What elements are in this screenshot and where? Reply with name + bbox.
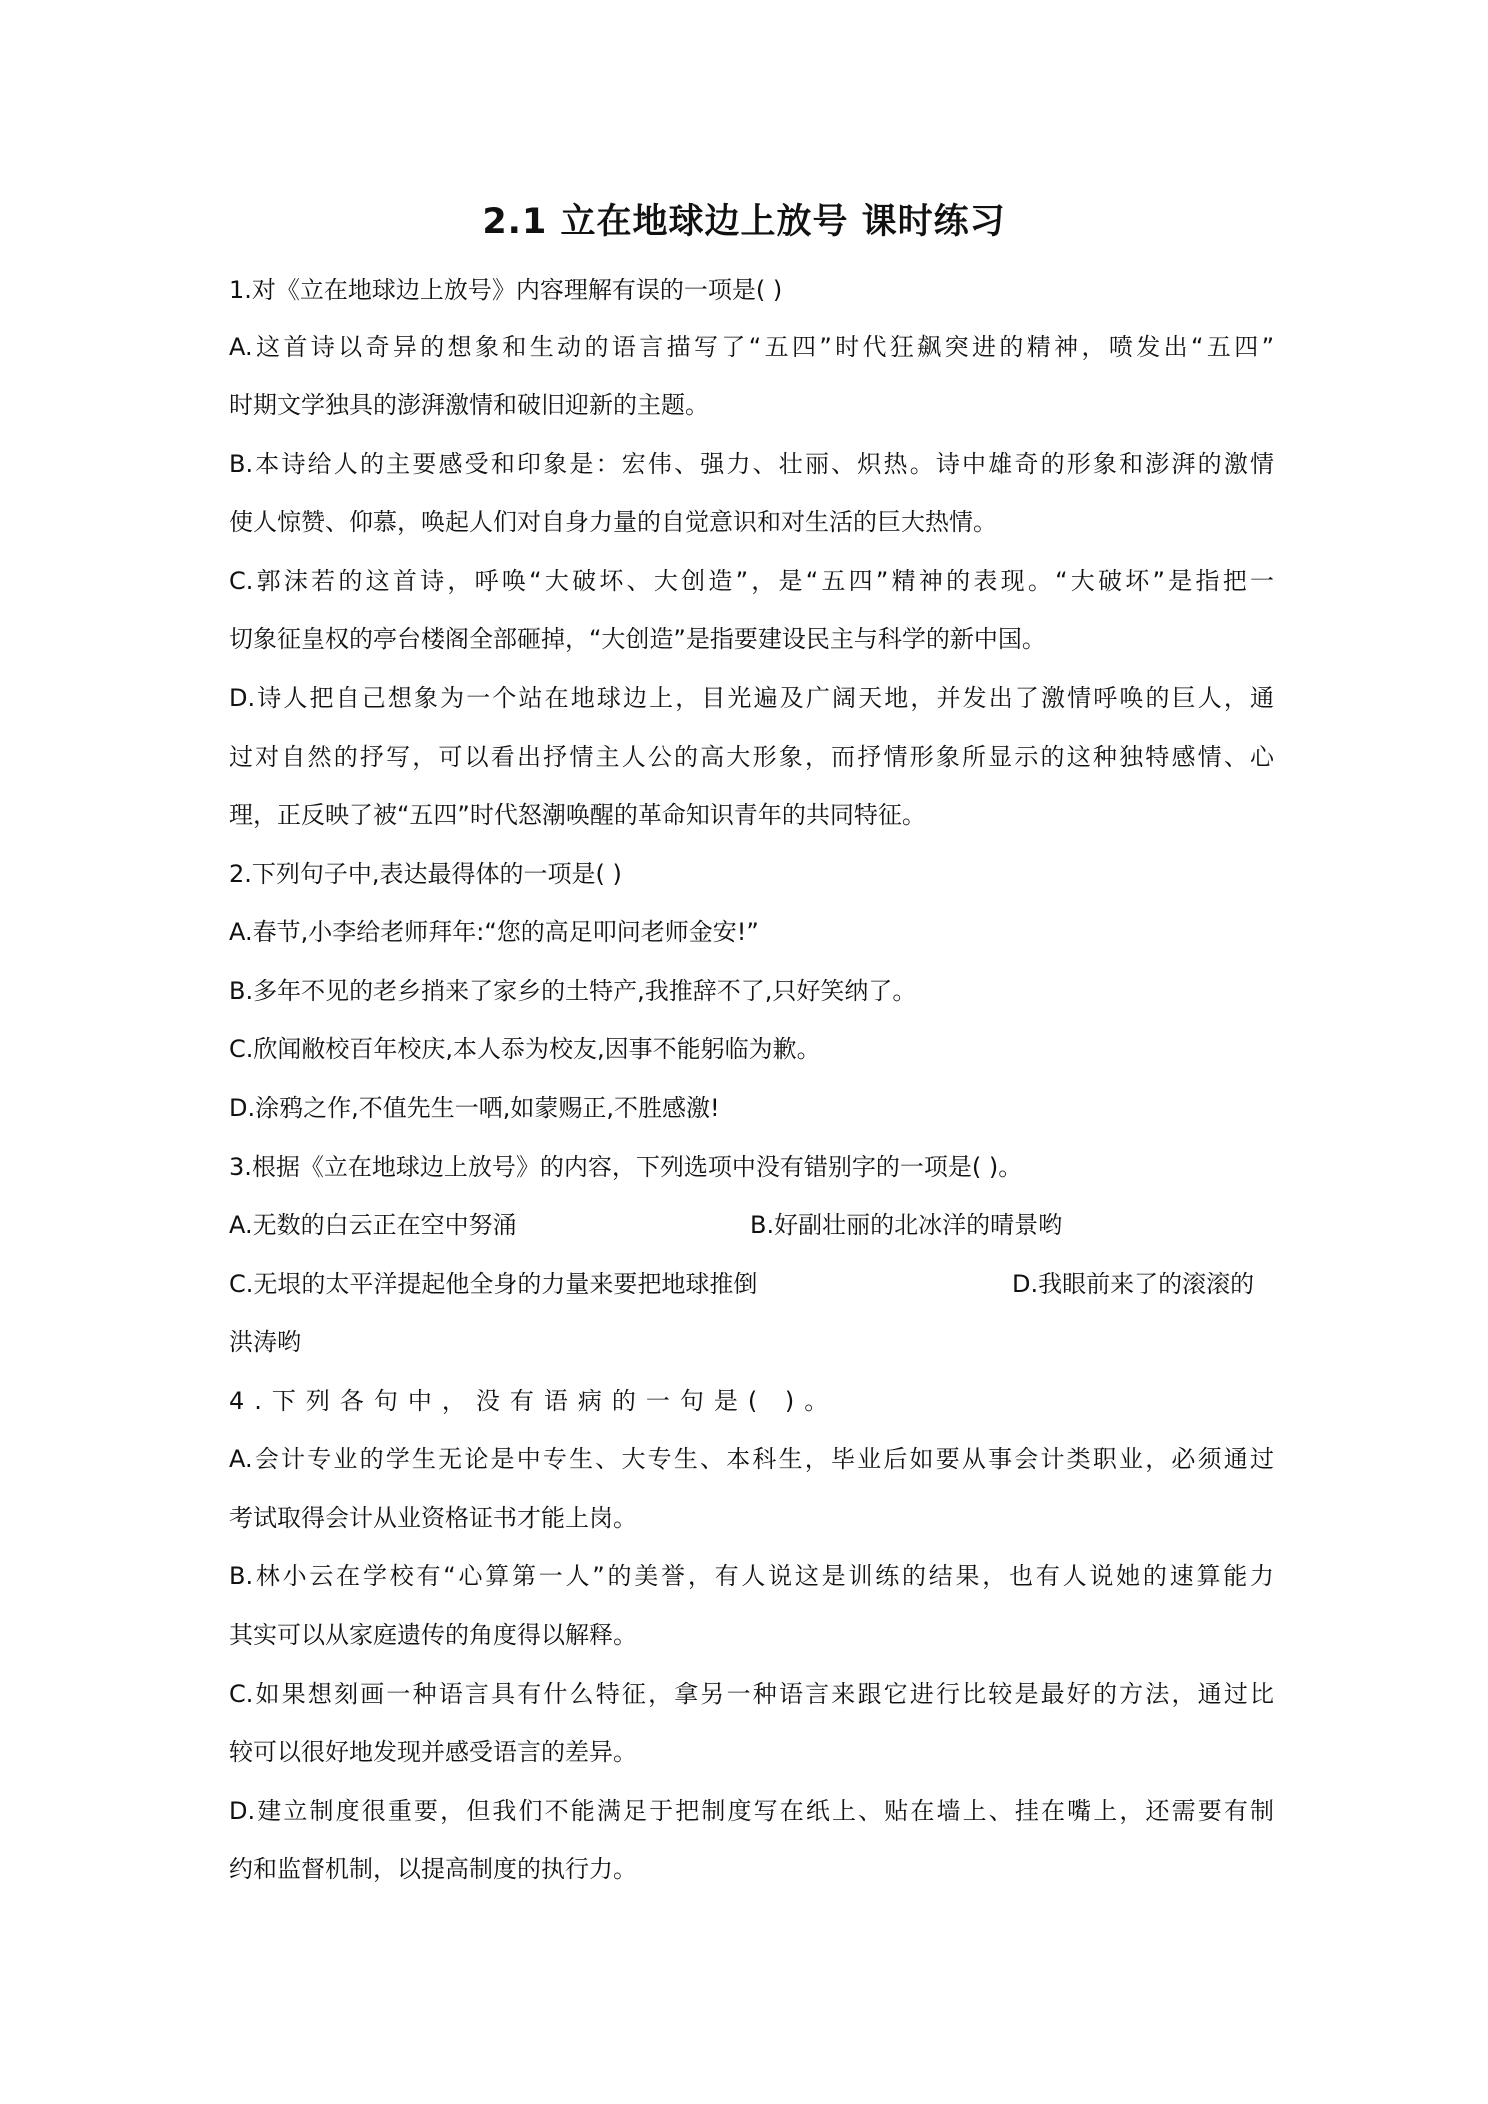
- question-3-option-a: A.无数的白云正在空中努涌: [229, 1211, 517, 1239]
- question-2-stem: 2.下列句子中,表达最得体的一项是( ): [229, 860, 622, 888]
- question-3-option-d: D.我眼前来了的滚滚的: [1012, 1270, 1255, 1298]
- question-2-option-d: D.涂鸦之作,不值先生一哂,如蒙赐正,不胜感激!: [229, 1094, 720, 1122]
- question-4-option-a-cont: 考试取得会计从业资格证书才能上岗。: [229, 1504, 637, 1532]
- question-3-option-b: B.好副壮丽的北冰洋的晴景哟: [750, 1211, 1063, 1239]
- question-1-option-a-cont: 时期文学独具的澎湃激情和破旧迎新的主题。: [229, 391, 709, 419]
- question-4-option-b: B.林小云在学校有“心算第一人”的美誉，有人说这是训练的结果，也有人说她的速算能力: [229, 1562, 1274, 1590]
- question-1-option-c: C.郭沫若的这首诗，呼唤“大破坏、大创造”，是“五四”精神的表现。“大破坏”是指把一: [229, 567, 1274, 595]
- question-1-option-a: A.这首诗以奇异的想象和生动的语言描写了“五四”时代狂飙突进的精神，喷发出“五四”: [229, 333, 1274, 361]
- question-4-stem: 4.下列各句中，没有语病的一句是( )。: [229, 1387, 839, 1415]
- question-1-option-c-cont: 切象征皇权的亭台楼阁全部砸掉，“大创造”是指要建设民主与科学的新中国。: [229, 625, 1046, 653]
- question-2-option-a: A.春节,小李给老师拜年:“您的高足叩问老师金安!”: [229, 918, 759, 946]
- question-1-option-d-cont-2: 理，正反映了被“五四”时代怒潮唤醒的革命知识青年的共同特征。: [229, 801, 926, 829]
- question-2-option-c: C.欣闻敝校百年校庆,本人忝为校友,因事不能躬临为歉。: [229, 1035, 821, 1063]
- question-3-stem: 3.根据《立在地球边上放号》的内容，下列选项中没有错别字的一项是( )。: [229, 1153, 1023, 1181]
- page-title: 2.1 立在地球边上放号 课时练习: [482, 202, 1006, 242]
- question-1-option-b-cont: 使人惊赞、仰慕，唤起人们对自身力量的自觉意识和对生活的巨大热情。: [229, 508, 997, 536]
- question-2-option-b: B.多年不见的老乡捎来了家乡的土特产,我推辞不了,只好笑纳了。: [229, 977, 917, 1005]
- question-4-option-d: D.建立制度很重要，但我们不能满足于把制度写在纸上、贴在墙上、挂在嘴上，还需要有制: [229, 1797, 1274, 1825]
- question-4-option-d-cont: 约和监督机制，以提高制度的执行力。: [229, 1855, 637, 1883]
- question-1-option-d: D.诗人把自己想象为一个站在地球边上，目光遍及广阔天地，并发出了激情呼唤的巨人，通: [229, 684, 1274, 712]
- question-4-option-a: A.会计专业的学生无论是中专生、大专生、本科生，毕业后如要从事会计类职业，必须通过: [229, 1445, 1274, 1473]
- question-4-option-c-cont: 较可以很好地发现并感受语言的差异。: [229, 1738, 637, 1766]
- question-3-option-d-cont: 洪涛哟: [229, 1328, 301, 1356]
- question-4-option-b-cont: 其实可以从家庭遗传的角度得以解释。: [229, 1621, 637, 1649]
- question-1-option-d-cont: 过对自然的抒写，可以看出抒情主人公的高大形象，而抒情形象所显示的这种独特感情、心: [229, 743, 1274, 771]
- question-3-option-c: C.无垠的太平洋提起他全身的力量来要把地球推倒: [229, 1270, 758, 1298]
- question-4-option-c: C.如果想刻画一种语言具有什么特征，拿另一种语言来跟它进行比较是最好的方法，通过比: [229, 1680, 1274, 1708]
- question-1-stem: 1.对《立在地球边上放号》内容理解有误的一项是( ): [229, 276, 783, 304]
- question-1-option-b: B.本诗给人的主要感受和印象是：宏伟、强力、壮丽、炽热。诗中雄奇的形象和澎湃的激情: [229, 450, 1274, 478]
